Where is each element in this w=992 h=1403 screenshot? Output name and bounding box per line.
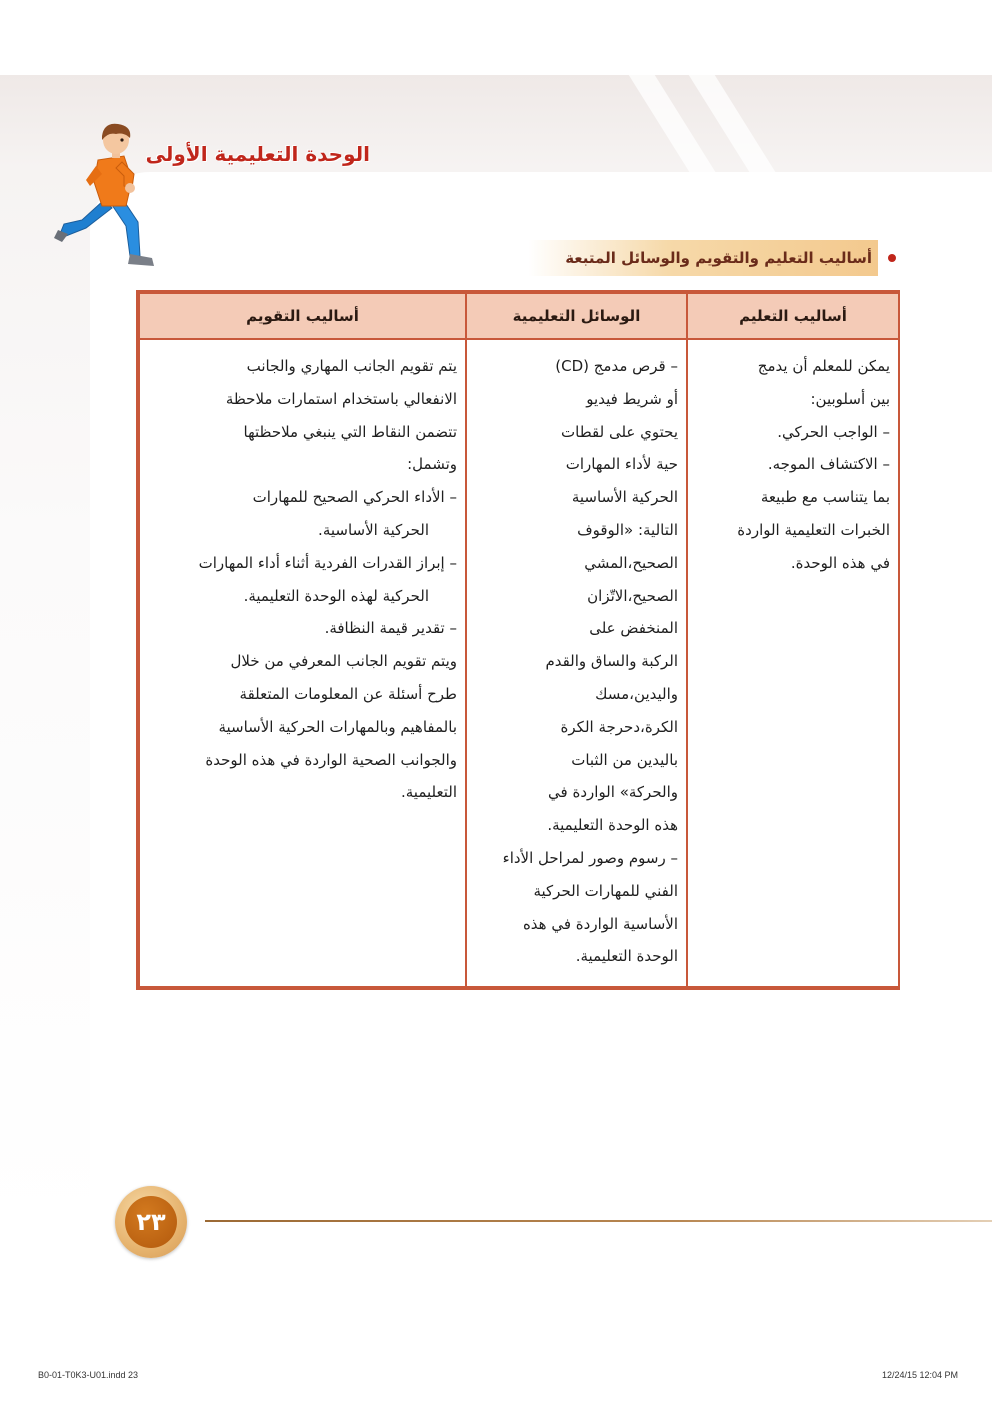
text-line: – رسوم وصور لمراحل الأداء: [502, 848, 678, 867]
header-teaching-methods: أساليب التعليم: [687, 293, 899, 339]
text-line: واليدين،مسك: [595, 684, 678, 703]
text-line: الحركية لهذه الوحدة التعليمية.: [243, 586, 429, 605]
text-line: وتشمل:: [407, 455, 457, 474]
text-line: الحركية الأساسية.: [318, 520, 429, 539]
text-line: الانفعالي باستخدام استمارات ملاحظة: [225, 389, 457, 408]
text-line: التعليمية.: [400, 783, 457, 802]
text-line: – الأداء الحركي الصحيح للمهارات: [252, 488, 457, 507]
text-line: – الواجب الحركي.: [777, 422, 890, 441]
text-line: الأساسية الواردة في هذه: [522, 914, 678, 933]
text-line: باليدين من الثبات: [571, 750, 678, 769]
bullet-icon: [888, 254, 896, 262]
section-heading-label: أساليب التعليم والتقويم والوسائل المتبعة: [528, 240, 878, 276]
methods-table: [136, 290, 900, 990]
text-line: – قرص مدمج (CD): [555, 357, 678, 375]
text-line: الوحدة التعليمية.: [575, 947, 678, 966]
text-line: طرح أسئلة عن المعلومات المتعلقة: [239, 684, 457, 703]
section-heading: [528, 240, 896, 276]
text-line: – تقدير قيمة النظافة.: [324, 619, 457, 638]
text-line: أو شريط فيديو: [586, 389, 678, 408]
text-line: الصحيح،المشي: [584, 553, 678, 572]
text-line: المنخفض على: [589, 619, 678, 638]
text-line: – الاكتشاف الموجه.: [767, 455, 890, 474]
text-line: التالية: «الوقوف: [577, 520, 678, 539]
cell-teaching-aids: [466, 339, 687, 987]
methods-table-grid: [138, 292, 900, 988]
text-line: والجوانب الصحية الواردة في هذه الوحدة: [205, 750, 457, 769]
text-line: والحركة» الواردة في: [548, 783, 678, 802]
table-header-row: [139, 293, 899, 339]
text-line: – إبراز القدرات الفردية أثناء أداء المهارات: [198, 553, 457, 572]
text-line: يحتوي على لقطات: [561, 422, 678, 441]
slug-file-info: B0-01-T0K3-U01.indd 23: [38, 1370, 139, 1380]
text-line: ويتم تقويم الجانب المعرفي من خلال: [230, 652, 457, 671]
header-assessment-methods: أساليب التقويم: [139, 293, 466, 339]
text-line: بين أسلوبين:: [810, 389, 890, 408]
table-row: [139, 339, 899, 987]
slug-timestamp: 12/24/15 12:04 PM: [881, 1370, 958, 1380]
unit-title: الوحدة التعليمية الأولى: [145, 142, 370, 166]
page-number: ٢٣: [125, 1196, 177, 1248]
text-line: الصحيح،الاتّزان: [587, 586, 678, 605]
text-line: يتم تقويم الجانب المهاري والجانب: [246, 357, 457, 375]
text-line: هذه الوحدة التعليمية.: [547, 816, 678, 835]
text-line: الحركية الأساسية: [571, 488, 678, 507]
text-line: الفني للمهارات الحركية: [533, 881, 678, 900]
text-line: حية لأداء المهارات: [565, 455, 678, 474]
text-line: الركبة والساق والقدم: [545, 652, 678, 671]
text-line: في هذه الوحدة.: [790, 553, 890, 572]
header-teaching-aids: الوسائل التعليمية: [466, 293, 687, 339]
text-line: يمكن للمعلم أن يدمج: [757, 357, 890, 375]
cell-teaching-methods: [687, 339, 899, 987]
text-line: تتضمن النقاط التي ينبغي ملاحظتها: [243, 422, 457, 441]
footer-divider: [205, 1220, 992, 1222]
text-line: الكرة،دحرجة الكرة: [560, 717, 678, 736]
text-line: الخبرات التعليمية الواردة: [737, 520, 890, 539]
cell-assessment-methods: [139, 339, 466, 987]
text-line: بما يتناسب مع طبيعة: [760, 488, 890, 507]
page-number-badge: [115, 1186, 187, 1258]
text-line: بالمفاهيم وبالمهارات الحركية الأساسية: [218, 717, 457, 736]
